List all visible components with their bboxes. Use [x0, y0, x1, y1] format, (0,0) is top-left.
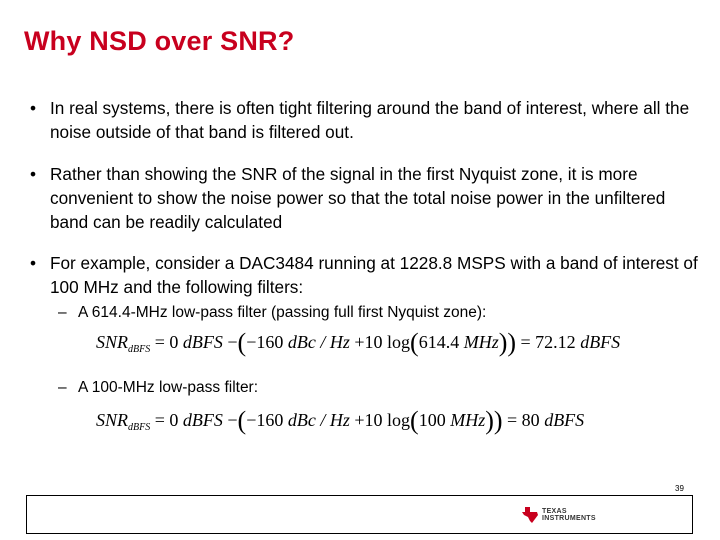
- eq-open-paren: (: [237, 328, 247, 357]
- eq-bandwidth: 614.4: [418, 332, 460, 352]
- bullet-glyph: •: [30, 253, 37, 273]
- texas-state-icon: [521, 506, 539, 524]
- sub-item-2: [58, 378, 258, 398]
- eq-log: +10 log: [354, 332, 411, 352]
- eq-unit: MHz: [450, 410, 486, 430]
- bullet-glyph: •: [30, 164, 37, 184]
- eq-minus: −: [227, 332, 238, 352]
- equation-2: [96, 408, 584, 434]
- logo-line-2: INSTRUMENTS: [542, 515, 596, 522]
- bullet-item-1: [30, 96, 702, 144]
- eq-equals-zero: = 0: [154, 332, 179, 352]
- eq-close-paren: )): [485, 406, 503, 435]
- eq-term1: dBFS: [182, 410, 223, 430]
- eq-term3: dBc / Hz: [287, 410, 350, 430]
- eq-lhs: SNR: [96, 332, 129, 352]
- slide-title: Why NSD over SNR?: [24, 26, 295, 56]
- eq-bandwidth: 100: [418, 410, 446, 430]
- bullet-glyph: •: [30, 98, 37, 118]
- bullet-item-2: [30, 162, 702, 234]
- bullet-text: For example, consider a DAC3484 running at 1228.8 MSPS with a band of interest of 100 MHz and the following filters:: [50, 253, 698, 297]
- page-number: 39: [675, 484, 684, 493]
- eq-lhs-sub: dBFS: [128, 422, 151, 433]
- eq-term2: −160: [246, 410, 284, 430]
- equation-1: [96, 330, 620, 356]
- eq-term3: dBc / Hz: [287, 332, 350, 352]
- eq-result-unit: dBFS: [580, 332, 621, 352]
- bullet-text: Rather than showing the SNR of the signal in the first Nyquist zone, it is more convenient to show the noise power so that the total noise power in the unfiltered band can be readily calculated: [50, 164, 666, 232]
- eq-term1: dBFS: [182, 332, 223, 352]
- eq-lhs-sub: dBFS: [128, 344, 151, 355]
- eq-result-num: = 72.12: [520, 332, 576, 352]
- ti-logo-text: [542, 508, 596, 522]
- eq-lhs: SNR: [96, 410, 129, 430]
- sub-dash: –: [58, 379, 67, 396]
- eq-equals-zero: = 0: [154, 410, 179, 430]
- bullet-item-3: [30, 251, 702, 299]
- eq-term2: −160: [246, 332, 284, 352]
- eq-result-unit: dBFS: [544, 410, 585, 430]
- sub-item-text: A 614.4-MHz low-pass filter (passing full first Nyquist zone):: [78, 304, 487, 321]
- eq-result-num: = 80: [507, 410, 540, 430]
- eq-close-paren: )): [498, 328, 517, 357]
- footer-bar: [26, 495, 693, 534]
- sub-item-1: [58, 303, 486, 323]
- sub-item-text: A 100-MHz low-pass filter:: [78, 379, 259, 396]
- eq-unit: MHz: [463, 332, 499, 352]
- eq-open-paren: (: [237, 406, 247, 435]
- ti-logo: [521, 506, 596, 524]
- eq-open-paren: (: [410, 406, 419, 435]
- logo-line-1: TEXAS: [542, 508, 567, 515]
- eq-log: +10 log: [354, 410, 411, 430]
- sub-dash: –: [58, 304, 67, 321]
- bullet-text: In real systems, there is often tight filtering around the band of interest, where all the noise outside of that band is filtered out.: [50, 98, 690, 142]
- eq-open-paren: (: [410, 328, 419, 357]
- eq-minus: −: [227, 410, 238, 430]
